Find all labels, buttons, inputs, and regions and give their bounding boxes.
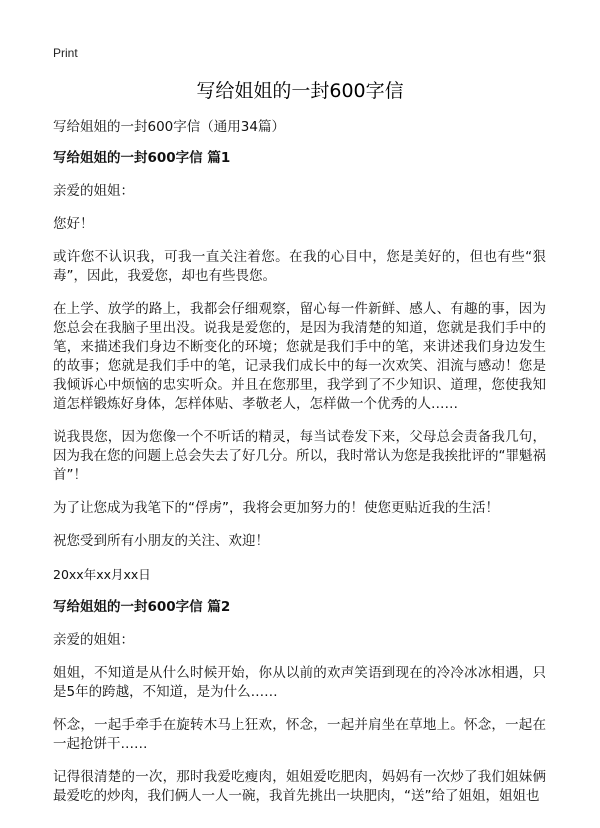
section-heading-1: 写给姐姐的一封600字信 篇1 — [53, 150, 231, 166]
paragraph: 祝您受到所有小朋友的关注、欢迎！ — [53, 533, 269, 549]
paragraph: 姐姐，不知道是从什么时候开始，你从以前的欢声笑语到现在的冷冷冰冰相遇，只是5年的跨越，不知道，是为什么…… — [53, 665, 546, 700]
document-body — [53, 118, 546, 820]
paragraph: 或许您不认识我，可我一直关注着您。在我的心目中，您是美好的，但也有些“狠毒”，因此，我爱您，却也有些畏您。 — [53, 249, 546, 284]
print-link[interactable]: Print — [53, 46, 78, 60]
paragraph: 为了让您成为我笔下的“俘虏”，我将会更加努力的！使您更贴近我的生活！ — [53, 500, 499, 516]
paragraph: 在上学、放学的路上，我都会仔细观察，留心每一件新鲜、感人、有趣的事，因为您总会在我脑子里出没。说我是爱您的，是因为我清楚的知道，您就是我们手中的笔，来描述我们身边不断变化的环境；您就是我们手中的笔，来讲述我们身边发生的故事；您就是我们手中的笔，记录我们成长中的每一次欢笑、泪流与感动！您是我倾诉心中烦恼的忠实听众。并且在您那里，我学到了不少知识、道理，您使我知道怎样锻炼好身体，怎样体贴、孝敬老人，怎样做一个优秀的人…… — [53, 301, 546, 412]
paragraph: 记得很清楚的一次，那时我爱吃瘦肉，姐姐爱吃肥肉，妈妈有一次炒了我们姐妹俩最爱吃的炒肉，我们俩人一人一碗，我首先挑出一块肥肉，“送”给了姐姐，姐姐也 — [53, 769, 546, 804]
paragraph: 您好！ — [53, 216, 94, 232]
paragraph: 说我畏您，因为您像一个不听话的精灵，每当试卷发下来，父母总会责备我几句，因为我在您的问题上总会失去了好几分。所以，我时常认为您是我挨批评的“罪魁祸首”！ — [53, 429, 546, 483]
page-title: 写给姐姐的一封600字信 — [196, 80, 404, 102]
paragraph: 亲爱的姐姐： — [53, 632, 134, 648]
document-subtitle: 写给姐姐的一封600字信（通用34篇） — [53, 119, 285, 135]
paragraph: 亲爱的姐姐： — [53, 183, 134, 199]
letter-date: 20xx年xx月xx日 — [53, 567, 151, 582]
paragraph: 怀念，一起手牵手在旋转木马上狂欢，怀念，一起并肩坐在草地上。怀念，一起在一起抢饼干…… — [53, 717, 546, 752]
section-heading-2: 写给姐姐的一封600字信 篇2 — [53, 599, 231, 615]
